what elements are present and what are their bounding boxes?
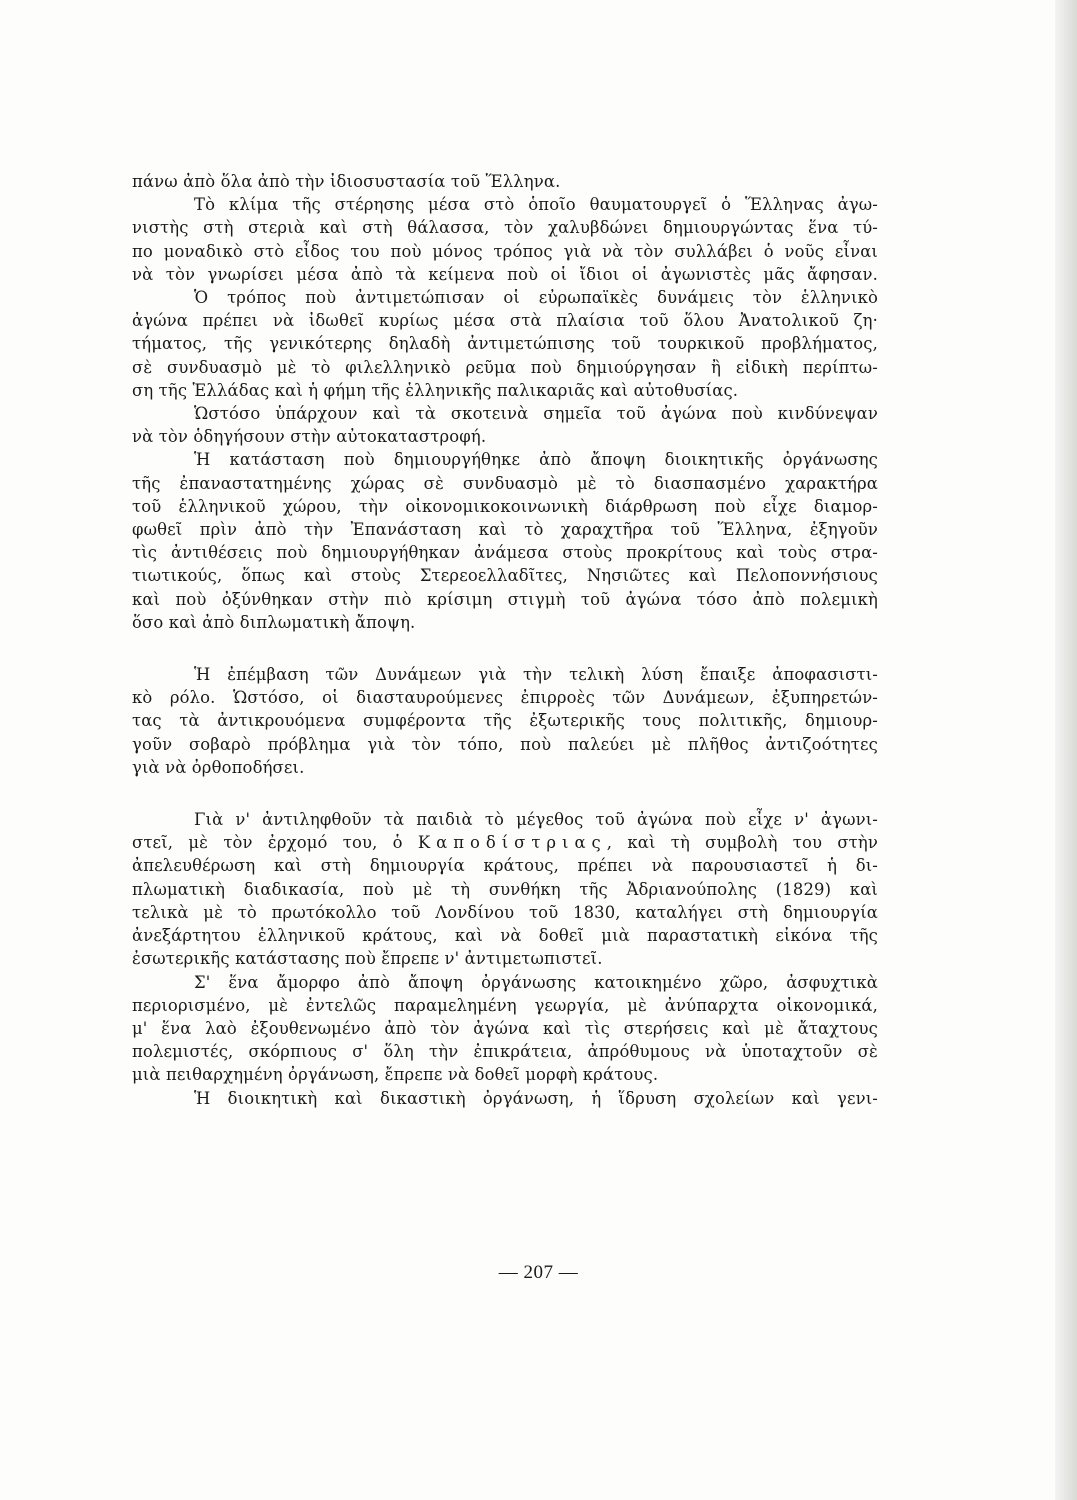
text-line: Τὸ κλίμα τῆς στέρησης μέσα στὸ ὁποῖο θαυματουργεῖ ὁ Ἕλληνας ἀγω-	[194, 195, 878, 215]
emphasized-name: Καποδίστριας	[417, 833, 607, 853]
text-line: Γιὰ ν' ἀντιληφθοῦν τὰ παιδιὰ τὸ μέγεθος τοῦ ἀγώνα ποὺ εἶχε ν' ἀγωνι-	[194, 810, 878, 830]
text-line: γοῦν σοβαρὸ πρόβλημα γιὰ τὸν τόπο, ποὺ παλεύει μὲ πλῆθος ἀντιζοότητες	[132, 734, 878, 754]
text-line: πάνω ἀπὸ ὅλα ἀπὸ τὴν ἰδιοσυστασία τοῦ Ἕλληνα.	[132, 172, 561, 191]
text-line: νὰ τὸν ὁδηγήσουν στὴν αὐτοκαταστροφή.	[132, 427, 487, 447]
text-line: φωθεῖ πρὶν ἀπὸ τὴν Ἐπανάσταση καὶ τὸ χαραχτῆρα τοῦ Ἕλληνα, ἐξηγοῦν	[132, 520, 878, 540]
text-line: κὸ ρόλο. Ὡστόσο, οἱ διασταυρούμενες ἐπιρροὲς τῶν Δυνάμεων, ἐξυπηρετών-	[132, 688, 878, 708]
text-line: Ἡ διοικητικὴ καὶ δικαστικὴ ὀργάνωση, ἡ ἵδρυση σχολείων καὶ γενι-	[194, 1088, 878, 1108]
text-line	[132, 831, 878, 854]
text-line: ἀγώνα πρέπει νὰ ἰδωθεῖ κυρίως μέσα στὰ πλαίσια τοῦ ὅλου Ἀνατολικοῦ ζη·	[132, 311, 878, 331]
text-line: τῆς ἐπαναστατημένης χώρας σὲ συνδυασμὸ μὲ τὸ διασπασμένο χαρακτήρα	[132, 473, 878, 493]
text-line: Ὁ τρόπος ποὺ ἀντιμετώπισαν οἱ εὐρωπαϊκὲς δυνάμεις τὸν ἑλληνικὸ	[194, 288, 878, 308]
text-line: ση τῆς Ἑλλάδας καὶ ἡ φήμη τῆς ἑλληνικῆς παλικαριᾶς καὶ αὐτοθυσίας.	[132, 380, 739, 400]
text-line: περιορισμένο, μὲ ἐντελῶς παραμελημένη γεωργία, μὲ ἀνύπαρχτα οἰκονομικά,	[132, 995, 878, 1015]
page-number: — 207 —	[498, 1262, 579, 1283]
text-line: Ἡ κατάσταση ποὺ δημιουργήθηκε ἀπὸ ἄποψη διοικητικῆς ὀργάνωσης	[194, 450, 878, 470]
text-line: τελικὰ μὲ τὸ πρωτόκολλο τοῦ Λονδίνου τοῦ 1830, καταλήγει στὴ δημιουργία	[132, 902, 878, 922]
text-line: νὰ τὸν γνωρίσει μέσα ἀπὸ τὰ κείμενα ποὺ οἱ ἴδιοι οἱ ἀγωνιστὲς μᾶς ἄφησαν.	[132, 264, 878, 284]
text-line: καὶ ποὺ ὀξύνθηκαν στὴν πιὸ κρίσιμη στιγμὴ τοῦ ἀγώνα τόσο ἀπὸ πολεμικὴ	[132, 589, 878, 609]
text-line: ὅσο καὶ ἀπὸ διπλωματικὴ ἄποψη.	[132, 612, 416, 632]
text-line: Ὡστόσο ὑπάρχουν καὶ τὰ σκοτεινὰ σημεῖα τοῦ ἀγώνα ποὺ κινδύνεψαν	[194, 404, 878, 424]
text-line: Ἡ ἐπέμβαση τῶν Δυνάμεων γιὰ τὴν τελικὴ λύση ἔπαιξε ἀποφασιστι-	[194, 665, 878, 685]
text-line: μ' ἕνα λαὸ ἐξουθενωμένο ἀπὸ τὸν ἀγώνα καὶ τὶς στερήσεις καὶ μὲ ἄταχτους	[132, 1018, 878, 1038]
paragraph-gap	[132, 779, 878, 808]
text-line: πλωματικὴ διαδικασία, ποὺ μὲ τὴ συνθήκη τῆς Ἀδριανούπολης (1829) καὶ	[132, 879, 878, 899]
text-line: τὶς ἀντιθέσεις ποὺ δημιουργήθηκαν ἀνάμεσα στοὺς προκρίτους καὶ τοὺς στρα-	[132, 543, 878, 563]
text-line: τοῦ ἑλληνικοῦ χώρου, τὴν οἰκονομικοκοινωνικὴ διάρθρωση ποὺ εἶχε διαμορ-	[132, 496, 878, 516]
text-fragment: στεῖ, μὲ τὸν ἐρχομό του, ὁ	[132, 833, 403, 853]
text-line: τιωτικούς, ὅπως καὶ στοὺς Στερεοελλαδῖτες, Νησιῶτες καὶ Πελοποννήσιους	[132, 566, 878, 586]
text-line: γιὰ νὰ ὀρθοποδήσει.	[132, 757, 305, 777]
text-line: πο μοναδικὸ στὸ εἶδος του ποὺ μόνος τρόπος γιὰ νὰ τὸν συλλάβει ὁ νοῦς εἶναι	[132, 241, 878, 261]
text-line: σὲ συνδυασμὸ μὲ τὸ φιλελληνικὸ ρεῦμα ποὺ δημιούργησαν ἢ εἰδικὴ περίπτω-	[132, 357, 878, 377]
text-line: πολεμιστές, σκόρπιους σ' ὅλη τὴν ἐπικράτεια, ἀπρόθυμους νὰ ὑποταχτοῦν σὲ	[132, 1042, 878, 1062]
text-line: μιὰ πειθαρχημένη ὀργάνωση, ἔπρεπε νὰ δοθεῖ μορφὴ κράτους.	[132, 1065, 659, 1085]
text-line: νιστὴς στὴ στεριὰ καὶ στὴ θάλασσα, τὸν χαλυβδώνει δημιουργώντας ἕνα τύ-	[132, 218, 878, 238]
text-fragment: , καὶ τὴ συμβολὴ του στὴν	[606, 833, 878, 853]
text-line: ἀπελευθέρωση καὶ στὴ δημιουργία κράτους, πρέπει νὰ παρουσιαστεῖ ἡ δι-	[132, 856, 878, 876]
text-line: Σ' ἕνα ἄμορφο ἀπὸ ἄποψη ὀργάνωσης κατοικημένο χῶρο, ἀσφυχτικὰ	[194, 972, 878, 992]
text-line: τας τὰ ἀντικρουόμενα συμφέροντα τῆς ἐξωτερικῆς τους πολιτικῆς, δημιουρ-	[132, 711, 878, 731]
text-line: ἐσωτερικῆς κατάστασης ποὺ ἔπρεπε ν' ἀντιμετωπιστεῖ.	[132, 949, 603, 969]
text-line: τήματος, τῆς γενικότερης δηλαδὴ ἀντιμετώπισης τοῦ τουρκικοῦ προβλήματος,	[132, 334, 878, 354]
text-line: ἀνεξάρτητου ἑλληνικοῦ κράτους, καὶ νὰ δοθεῖ μιὰ παραστατικὴ εἰκόνα τῆς	[132, 926, 878, 946]
body-text	[132, 170, 878, 1110]
paragraph-gap	[132, 634, 878, 663]
